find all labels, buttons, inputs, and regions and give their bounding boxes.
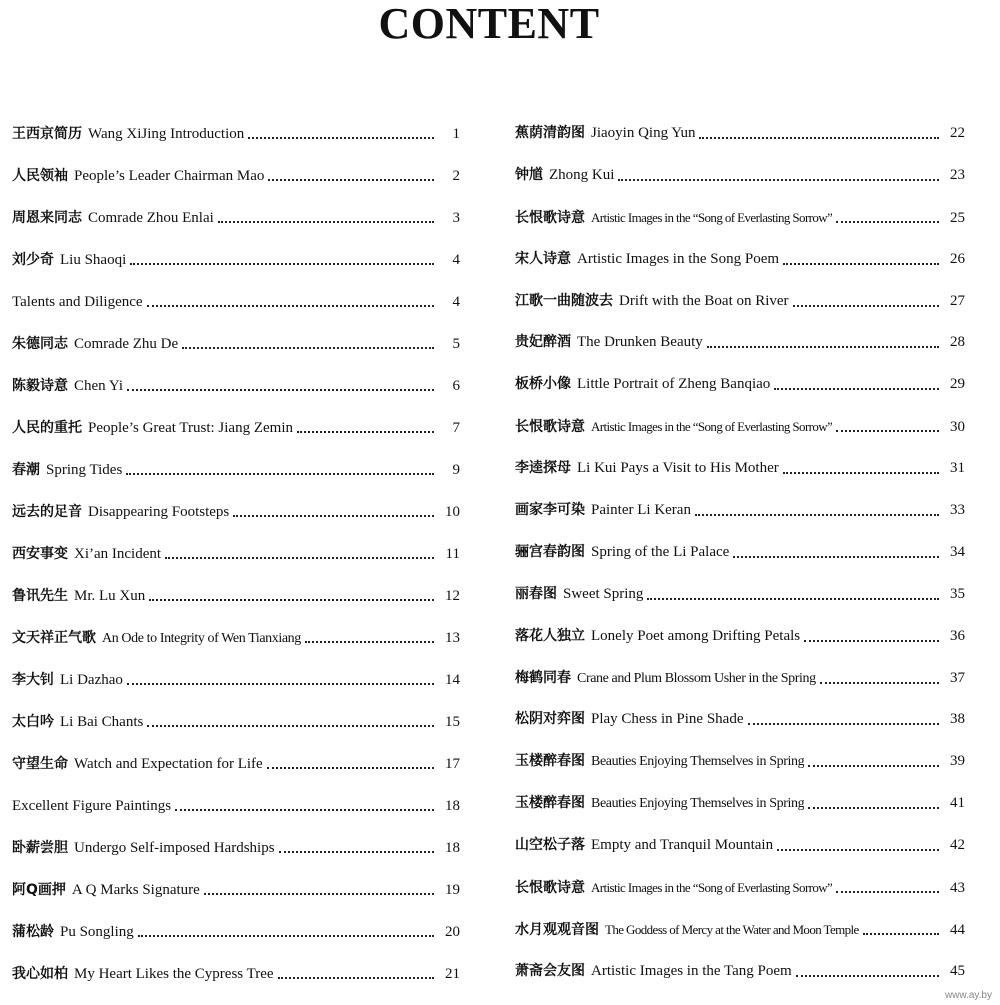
- toc-entry-english-title: Artistic Images in the Song Poem: [577, 250, 780, 267]
- toc-entry-title: [12, 827, 275, 869]
- toc-entry-title: [12, 911, 134, 953]
- toc-entry-chinese-title: 宋人诗意: [515, 250, 571, 267]
- toc-entry-chinese-title: 李大钊: [12, 672, 54, 688]
- toc-entry: [515, 741, 965, 783]
- dot-leader: [130, 263, 434, 265]
- toc-entry-english-title: Artistic Images in the “Song of Everlasting Sorrow”: [591, 209, 833, 225]
- toc-entry-chinese-title: 周恩来同志: [12, 210, 82, 226]
- toc-entry-page-number: 38: [950, 711, 965, 728]
- toc-entry-title: [515, 197, 832, 239]
- toc-entry: [12, 449, 460, 491]
- dot-leader: [126, 473, 434, 475]
- toc-entry-chinese-title: 太白吟: [12, 714, 54, 730]
- toc-entry-page-number: 10: [445, 504, 460, 520]
- toc-entry-english-title: Chen Yi: [74, 378, 124, 394]
- toc-entry-page-number: 9: [452, 462, 460, 478]
- dot-leader: [127, 683, 434, 685]
- toc-entry-chinese-title: 萧斋会友图: [515, 962, 585, 979]
- toc-entry-english-title: The Drunken Beauty: [577, 334, 703, 351]
- toc-entry: [12, 911, 460, 953]
- toc-entry-chinese-title: 鲁讯先生: [12, 588, 68, 604]
- toc-entry-title: [515, 532, 729, 574]
- dot-leader: [268, 179, 434, 181]
- toc-entry-page-number: 43: [950, 880, 965, 897]
- dot-leader: [127, 389, 434, 391]
- toc-entry-page-number: 11: [445, 546, 460, 562]
- toc-entry-page-number: 37: [950, 669, 965, 686]
- toc-entry-page-number: 14: [445, 672, 460, 688]
- toc-entry: [12, 281, 460, 323]
- toc-entry: [515, 909, 965, 951]
- toc-entry-chinese-title: 阿Q画押: [12, 882, 66, 898]
- toc-entry-title: [12, 785, 171, 827]
- toc-entry: [515, 239, 965, 281]
- toc-entry-chinese-title: 梅鹤同春: [515, 669, 571, 686]
- toc-entry-chinese-title: 玉楼醉春图: [515, 753, 585, 770]
- toc-entry: [12, 785, 460, 827]
- toc-entry-chinese-title: 蕉荫清韵图: [515, 125, 585, 141]
- toc-entry-title: [12, 365, 123, 407]
- toc-entry: [12, 113, 460, 155]
- toc-entry-english-title: Li Bai Chants: [60, 714, 144, 730]
- toc-entry-page-number: 20: [445, 924, 460, 940]
- toc-entry-english-title: Painter Li Keran: [591, 502, 691, 519]
- toc-entry-page-number: 6: [452, 378, 460, 394]
- dot-leader: [808, 765, 939, 767]
- toc-entry: [515, 825, 965, 867]
- dot-leader: [147, 305, 434, 307]
- toc-entry-page-number: 45: [950, 962, 965, 979]
- toc-right-column: [515, 113, 965, 993]
- toc-entry-english-title: Jiaoyin Qing Yun: [591, 125, 696, 141]
- toc-entry-chinese-title: 山空松子落: [515, 837, 585, 854]
- toc-entry-title: [12, 491, 229, 533]
- dot-leader: [647, 598, 939, 600]
- dot-leader: [278, 977, 434, 979]
- toc-entry-page-number: 19: [445, 882, 460, 898]
- dot-leader: [863, 933, 939, 935]
- toc-entry-english-title: Empty and Tranquil Mountain: [591, 837, 774, 854]
- toc-entry-chinese-title: 玉楼醉春图: [515, 795, 585, 812]
- toc-entry-page-number: 29: [950, 376, 965, 393]
- toc-entry-title: [515, 699, 744, 741]
- toc-entry-title: [12, 575, 145, 617]
- toc-entry-english-title: Crane and Plum Blossom Usher in the Spring: [577, 670, 816, 686]
- toc-entry-page-number: 28: [950, 334, 965, 351]
- toc-entry-title: [515, 909, 859, 951]
- toc-entry-chinese-title: 画家李可染: [515, 502, 585, 519]
- toc-entry-title: [12, 953, 274, 995]
- toc-entry-page-number: 1: [452, 126, 460, 142]
- toc-entry-title: [12, 323, 178, 365]
- toc-entry-page-number: 4: [452, 252, 460, 268]
- toc-entry-english-title: The Goddess of Mercy at the Water and Moon Temple: [605, 921, 859, 937]
- toc-entry-english-title: Zhong Kui: [549, 166, 615, 183]
- toc-entry-english-title: Spring of the Li Palace: [591, 543, 730, 560]
- toc-left-column: [12, 113, 460, 995]
- toc-entry-title: [12, 449, 122, 491]
- toc-entry-title: [515, 364, 770, 406]
- watermark: www.ay.by: [944, 990, 992, 1001]
- toc-entry-page-number: 5: [452, 336, 460, 352]
- toc-entry: [515, 532, 965, 574]
- toc-entry-chinese-title: 长恨歌诗意: [515, 209, 585, 226]
- dot-leader: [138, 935, 434, 937]
- toc-entry-page-number: 26: [950, 250, 965, 267]
- toc-entry-title: [515, 490, 691, 532]
- toc-entry-title: [515, 574, 643, 616]
- toc-entry-english-title: A Q Marks Signature: [71, 882, 200, 898]
- toc-entry-page-number: 2: [452, 168, 460, 184]
- toc-entry: [515, 490, 965, 532]
- toc-entry-chinese-title: 骊宫春韵图: [515, 543, 585, 560]
- dot-leader: [796, 975, 939, 977]
- toc-entry: [12, 365, 460, 407]
- dot-leader: [175, 809, 434, 811]
- toc-entry-page-number: 13: [445, 630, 460, 646]
- toc-entry-page-number: 35: [950, 585, 965, 602]
- toc-entry-page-number: 33: [950, 502, 965, 519]
- toc-entry-english-title: People’s Great Trust: Jiang Zemin: [88, 420, 293, 436]
- toc-entry: [515, 783, 965, 825]
- dot-leader: [774, 388, 939, 390]
- dot-leader: [165, 557, 434, 559]
- toc-entry-english-title: Spring Tides: [46, 462, 123, 478]
- toc-entry-title: [12, 113, 244, 155]
- toc-entry-english-title: Liu Shaoqi: [60, 252, 127, 268]
- toc-entry-page-number: 31: [950, 460, 965, 477]
- toc-entry: [515, 448, 965, 490]
- toc-entry-page-number: 18: [445, 840, 460, 856]
- toc-entry: [12, 701, 460, 743]
- toc-entry-title: [12, 701, 143, 743]
- toc-entry-page-number: 36: [950, 627, 965, 644]
- dot-leader: [305, 641, 434, 643]
- toc-entry-page-number: 21: [445, 966, 460, 982]
- dot-leader: [248, 137, 434, 139]
- toc-entry-english-title: Mr. Lu Xun: [74, 588, 146, 604]
- dot-leader: [783, 472, 939, 474]
- toc-entry: [12, 323, 460, 365]
- dot-leader: [695, 514, 939, 516]
- toc-entry-english-title: Little Portrait of Zheng Banqiao: [577, 376, 771, 393]
- toc-entry-chinese-title: 人民领袖: [12, 168, 68, 184]
- toc-entry-english-title: Talents and Diligence: [12, 294, 143, 310]
- dot-leader: [233, 515, 434, 517]
- toc-entry-chinese-title: 水月观观音图: [515, 921, 599, 938]
- toc-entry-page-number: 15: [445, 714, 460, 730]
- toc-entry: [12, 575, 460, 617]
- toc-entry-english-title: Wang XiJing Introduction: [88, 126, 245, 142]
- dot-leader: [699, 137, 939, 139]
- toc-entry: [515, 197, 965, 239]
- toc-entry-english-title: An Ode to Integrity of Wen Tianxiang: [102, 631, 301, 646]
- toc-entry-title: [12, 155, 264, 197]
- toc-entry-chinese-title: 蒲松龄: [12, 924, 54, 940]
- toc-entry-title: [515, 825, 773, 867]
- toc-entry-chinese-title: 贵妃醉酒: [515, 334, 571, 351]
- toc-entry-title: [515, 239, 779, 281]
- toc-entry: [515, 281, 965, 323]
- toc-entry-title: [515, 155, 614, 197]
- dot-leader: [279, 851, 434, 853]
- toc-entry: [515, 155, 965, 197]
- toc-entry-chinese-title: 西安事变: [12, 546, 68, 562]
- dot-leader: [836, 221, 939, 223]
- toc-entry-page-number: 4: [452, 294, 460, 310]
- toc-entry-title: [515, 448, 779, 490]
- toc-entry-chinese-title: 板桥小像: [515, 376, 571, 393]
- toc-entry-page-number: 12: [445, 588, 460, 604]
- toc-entry: [12, 533, 460, 575]
- toc-entry-chinese-title: 刘少奇: [12, 252, 54, 268]
- toc-entry-chinese-title: 我心如柏: [12, 966, 68, 982]
- toc-entry-title: [12, 533, 161, 575]
- dot-leader: [182, 347, 434, 349]
- toc-entry-title: [515, 281, 789, 323]
- toc-entry: [515, 951, 965, 993]
- dot-leader: [804, 640, 939, 642]
- dot-leader: [836, 430, 939, 432]
- toc-entry-english-title: Sweet Spring: [563, 585, 644, 602]
- toc-entry-title: [515, 783, 804, 825]
- toc-entry: [515, 867, 965, 909]
- toc-entry-english-title: Li Dazhao: [60, 672, 123, 688]
- toc-entry-page-number: 25: [950, 209, 965, 226]
- toc-entry-chinese-title: 文天祥正气歌: [12, 630, 96, 646]
- toc-entry-english-title: Xi’an Incident: [74, 546, 162, 562]
- toc-entry: [515, 574, 965, 616]
- toc-entry-chinese-title: 陈毅诗意: [12, 378, 68, 394]
- dot-leader: [777, 849, 939, 851]
- toc-entry-english-title: Comrade Zhu De: [74, 336, 179, 352]
- toc-entry-english-title: Li Kui Pays a Visit to His Mother: [577, 460, 779, 477]
- toc-entry: [12, 491, 460, 533]
- toc-entry-title: [515, 658, 816, 700]
- toc-entry: [12, 197, 460, 239]
- toc-entry-english-title: Pu Songling: [60, 924, 134, 940]
- toc-entry: [12, 869, 460, 911]
- dot-leader: [793, 305, 939, 307]
- toc-entry-chinese-title: 远去的足音: [12, 504, 82, 520]
- dot-leader: [808, 807, 939, 809]
- toc-entry-english-title: People’s Leader Chairman Mao: [74, 168, 265, 184]
- toc-entry-english-title: Artistic Images in the “Song of Everlasting Sorrow”: [591, 880, 833, 896]
- toc-entry-english-title: Play Chess in Pine Shade: [591, 711, 744, 728]
- toc-entry-page-number: 3: [452, 210, 460, 226]
- toc-entry-chinese-title: 落花人独立: [515, 627, 585, 644]
- toc-entry: [12, 407, 460, 449]
- dot-leader: [783, 263, 939, 265]
- dot-leader: [204, 893, 434, 895]
- toc-entry-page-number: 44: [950, 921, 965, 938]
- toc-entry-chinese-title: 卧薪尝胆: [12, 840, 68, 856]
- toc-entry: [12, 659, 460, 701]
- toc-entry-chinese-title: 长恨歌诗意: [515, 419, 585, 436]
- toc-entry-title: [12, 617, 301, 659]
- toc-entry-page-number: 17: [445, 756, 460, 772]
- toc-entry-chinese-title: 丽春图: [515, 585, 557, 602]
- toc-entry-page-number: 22: [950, 125, 965, 141]
- toc-entry-chinese-title: 朱德同志: [12, 336, 68, 352]
- toc-entry-chinese-title: 王西京简历: [12, 126, 82, 142]
- toc-entry-title: [12, 281, 143, 323]
- toc-entry: [12, 953, 460, 995]
- toc-entry-page-number: 41: [950, 795, 965, 812]
- toc-entry-page-number: 27: [950, 292, 965, 309]
- toc-entry-title: [515, 616, 800, 658]
- toc-entry-page-number: 34: [950, 543, 965, 560]
- toc-entry: [515, 699, 965, 741]
- toc-entry: [515, 406, 965, 448]
- toc-entry-page-number: 30: [950, 419, 965, 436]
- dot-leader: [748, 723, 940, 725]
- toc-entry-title: [12, 407, 293, 449]
- toc-entry: [12, 827, 460, 869]
- toc-entry-english-title: Drift with the Boat on River: [619, 292, 789, 309]
- toc-entry-title: [12, 239, 126, 281]
- toc-entry-english-title: Beauties Enjoying Themselves in Spring: [591, 796, 805, 812]
- toc-entry-title: [515, 113, 695, 155]
- toc-entry-title: [12, 197, 214, 239]
- toc-entry-english-title: Comrade Zhou Enlai: [88, 210, 214, 226]
- toc-entry-chinese-title: 守望生命: [12, 756, 68, 772]
- toc-entry-english-title: Disappearing Footsteps: [88, 504, 230, 520]
- toc-entry-english-title: Artistic Images in the “Song of Everlasting Sorrow”: [591, 419, 833, 435]
- toc-entry-title: [515, 406, 832, 448]
- dot-leader: [297, 431, 434, 433]
- toc-entry: [12, 155, 460, 197]
- toc-entry-title: [12, 743, 263, 785]
- toc-entry-chinese-title: 人民的重托: [12, 420, 82, 436]
- toc-entry-title: [515, 322, 703, 364]
- toc-entry-chinese-title: 春潮: [12, 462, 40, 478]
- dot-leader: [836, 891, 939, 893]
- toc-entry-title: [515, 867, 832, 909]
- toc-entry-title: [515, 741, 804, 783]
- toc-entry-title: [12, 659, 123, 701]
- toc-entry-chinese-title: 江歌一曲随波去: [515, 292, 613, 309]
- dot-leader: [707, 346, 939, 348]
- toc-entry-english-title: My Heart Likes the Cypress Tree: [74, 966, 274, 982]
- toc-entry-english-title: Undergo Self-imposed Hardships: [74, 840, 275, 856]
- toc-entry-page-number: 42: [950, 837, 965, 854]
- dot-leader: [267, 767, 434, 769]
- toc-entry-english-title: Lonely Poet among Drifting Petals: [591, 627, 801, 644]
- toc-entry-title: [515, 951, 792, 993]
- toc-entry: [12, 617, 460, 659]
- dot-leader: [618, 179, 939, 181]
- toc-entry: [12, 239, 460, 281]
- dot-leader: [147, 725, 434, 727]
- toc-entry-chinese-title: 李逵探母: [515, 460, 571, 477]
- toc-entry: [12, 743, 460, 785]
- toc-entry-page-number: 39: [950, 753, 965, 770]
- toc-entry: [515, 364, 965, 406]
- page-title: CONTENT: [378, 0, 600, 48]
- toc-entry-page-number: 23: [950, 166, 965, 183]
- toc-entry-chinese-title: 钟馗: [515, 166, 543, 183]
- toc-entry: [515, 658, 965, 700]
- toc-entry-chinese-title: 长恨歌诗意: [515, 880, 585, 897]
- dot-leader: [218, 221, 434, 223]
- toc-entry-english-title: Beauties Enjoying Themselves in Spring: [591, 754, 805, 770]
- toc-entry-english-title: Artistic Images in the Tang Poem: [591, 962, 792, 979]
- toc-entry-page-number: 7: [452, 420, 460, 436]
- dot-leader: [149, 599, 434, 601]
- toc-entry-title: [12, 869, 200, 911]
- toc-entry-english-title: Watch and Expectation for Life: [74, 756, 263, 772]
- toc-entry-page-number: 18: [445, 798, 460, 814]
- toc-entry-english-title: Excellent Figure Paintings: [12, 798, 172, 814]
- dot-leader: [820, 682, 939, 684]
- toc-entry: [515, 616, 965, 658]
- toc-entry: [515, 322, 965, 364]
- toc-entry: [515, 113, 965, 155]
- toc-entry-chinese-title: 松阴对弈图: [515, 711, 585, 728]
- dot-leader: [733, 556, 939, 558]
